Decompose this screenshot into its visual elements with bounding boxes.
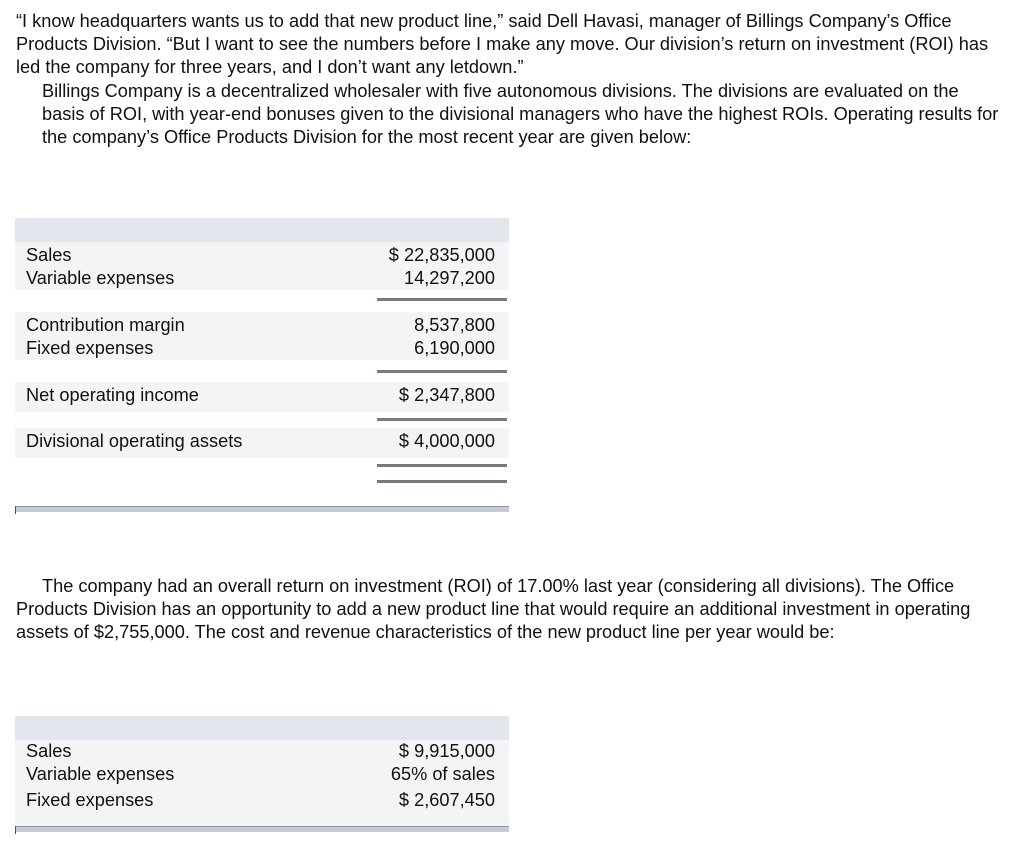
table-row	[15, 312, 509, 360]
row-label-sales: Sales	[26, 245, 72, 265]
row-value-sales: $ 9,915,000	[398, 741, 495, 761]
row-value-variable-expenses: 14,297,200	[403, 268, 495, 288]
double-rule-bottom	[377, 480, 507, 483]
row-label-fixed-expenses: Fixed expenses	[26, 338, 154, 358]
total-rule	[377, 418, 507, 421]
row-value-fixed-expenses: 6,190,000	[414, 338, 495, 358]
row-label-variable-expenses: Variable expenses	[26, 764, 175, 784]
double-rule-top	[377, 464, 507, 467]
table-row	[15, 740, 509, 826]
row-label-net-operating-income: Net operating income	[26, 385, 199, 405]
intro-text	[16, 10, 1006, 149]
middle-paragraph-text: The company had an overall return on investment (ROI) of 17.00% last year (considering all divisions). The Office Products Division has an opportunity to add a new product line that would require an additional investment in operating assets of $2,755,000. The cost and revenue characteristics of the new product line per year would be:	[16, 576, 971, 643]
row-label-sales: Sales	[26, 741, 72, 761]
table-header-band	[15, 218, 509, 242]
row-value-sales: $ 22,835,000	[388, 245, 495, 265]
row-value-contribution-margin: 8,537,800	[414, 315, 495, 335]
middle-paragraph	[16, 575, 1006, 645]
table-row	[15, 382, 509, 412]
row-label-divisional-operating-assets: Divisional operating assets	[26, 431, 243, 451]
subtotal-rule	[377, 370, 507, 373]
row-value-divisional-operating-assets: $ 4,000,000	[398, 431, 495, 451]
subtotal-rule	[377, 298, 507, 301]
table-row	[15, 428, 509, 458]
table-footer-tick	[15, 506, 16, 514]
table-row	[15, 242, 509, 290]
intro-paragraph-1: “I know headquarters wants us to add that new product line,” said Dell Havasi, manager of Billings Company’s Office Products Division. “But I want to see the numbers before I make any move. Our division’s return on investment (ROI) has led the company for three years, and I don’t want any letdown.”	[16, 11, 989, 78]
row-label-fixed-expenses: Fixed expenses	[26, 790, 154, 810]
table-header-band	[15, 716, 509, 740]
operating-results-table	[15, 218, 509, 514]
row-value-fixed-expenses: $ 2,607,450	[398, 790, 495, 810]
row-value-variable-expenses: 65% of sales	[390, 764, 495, 784]
table-footer-bar	[15, 826, 509, 832]
row-value-net-operating-income: $ 2,347,800	[398, 385, 495, 405]
table-footer-bar	[15, 506, 509, 512]
table-footer-tick	[15, 826, 16, 834]
row-label-variable-expenses: Variable expenses	[26, 268, 175, 288]
row-label-contribution-margin: Contribution margin	[26, 315, 185, 335]
intro-paragraph-2: Billings Company is a decentralized wholesaler with five autonomous divisions. The divisions are evaluated on the basis of ROI, with year-end bonuses given to the divisional managers who have the highest ROIs. Operating results for the company’s Office Products Division for the most recent year are given below:	[42, 80, 999, 148]
new-product-line-table	[15, 716, 509, 840]
